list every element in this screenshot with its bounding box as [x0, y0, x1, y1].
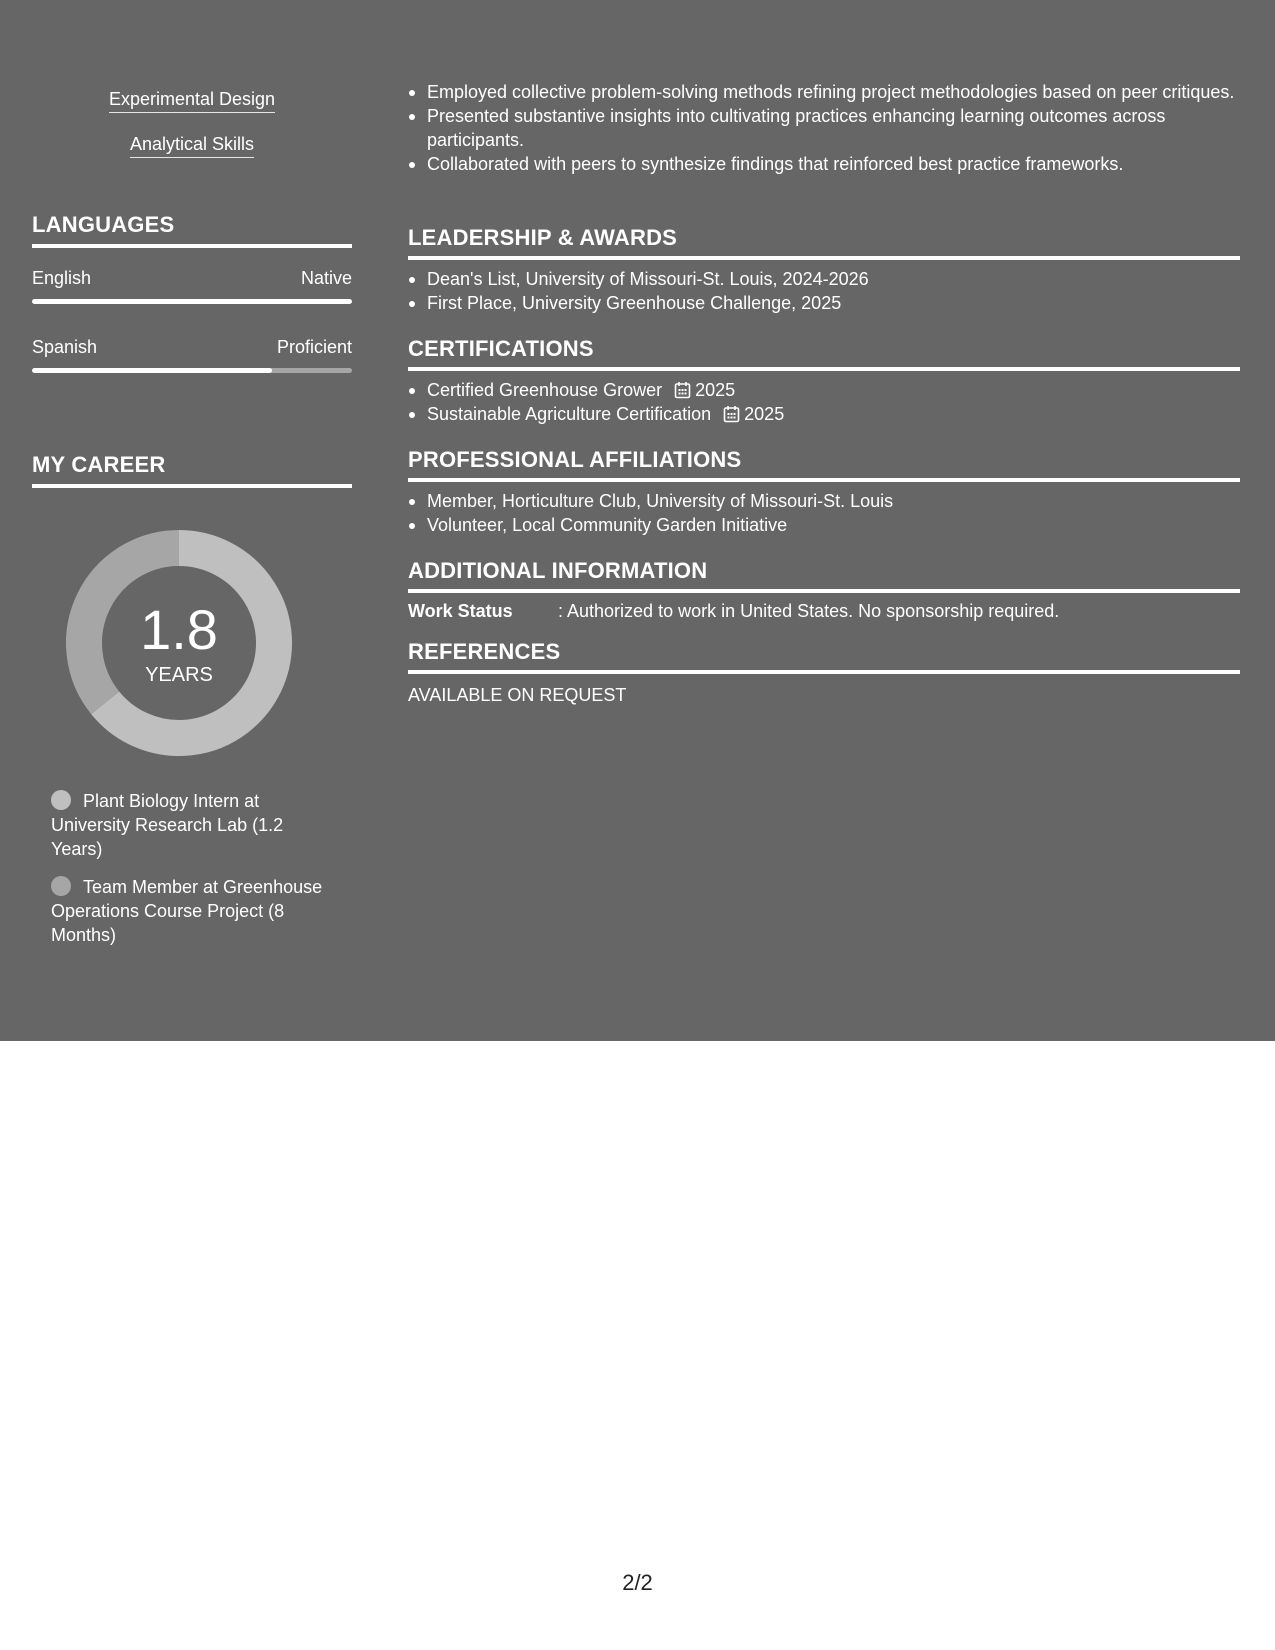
- experience-bullets: [408, 80, 1240, 176]
- career-item: Team Member at Greenhouse Operations Course Project (8 Months): [51, 877, 323, 945]
- list-item: Employed collective problem-solving methods refining project methodologies based on peer critiques.: [408, 80, 1240, 104]
- work-status-label: Work Status: [408, 601, 513, 621]
- language-name: English: [32, 268, 92, 288]
- page-number: 2/2: [622, 1570, 653, 1595]
- calendar-icon: [723, 405, 740, 423]
- language-fill: [32, 299, 352, 304]
- list-item: Dean's List, University of Missouri-St. Louis, 2024-2026: [408, 267, 1240, 291]
- languages-heading: LANGUAGES: [32, 212, 352, 248]
- list-item: First Place, University Greenhouse Challenge, 2025: [408, 291, 1240, 315]
- work-status-row: [408, 599, 1240, 623]
- list-item: Sustainable Agriculture Certification 2025: [408, 402, 1240, 426]
- references-heading: REFERENCES: [408, 639, 1240, 674]
- list-item: Certified Greenhouse Grower 2025: [408, 378, 1240, 402]
- language-bar-spanish: [32, 368, 352, 373]
- career-heading: MY CAREER: [32, 452, 352, 488]
- language-row-english: [32, 268, 352, 289]
- list-item: Volunteer, Local Community Garden Initiative: [408, 513, 1240, 537]
- certifications-heading: CERTIFICATIONS: [408, 336, 1240, 371]
- affiliations-list: [408, 489, 1240, 537]
- skill-analytical-skills[interactable]: Analytical Skills: [32, 133, 352, 158]
- language-level: Proficient: [276, 337, 352, 357]
- leadership-heading: LEADERSHIP & AWARDS: [408, 225, 1240, 260]
- leadership-list: [408, 267, 1240, 315]
- affiliations-heading: PROFESSIONAL AFFILIATIONS: [408, 447, 1240, 482]
- calendar-icon: [674, 381, 691, 399]
- certifications-list: [408, 378, 1240, 426]
- language-fill: [32, 368, 272, 373]
- skill-experimental-design[interactable]: Experimental Design: [32, 88, 352, 113]
- list-item: Member, Horticulture Club, University of Missouri-St. Louis: [408, 489, 1240, 513]
- language-level: Native: [300, 268, 352, 288]
- list-item: Collaborated with peers to synthesize findings that reinforced best practice frameworks.: [408, 152, 1240, 176]
- additional-info-heading: ADDITIONAL INFORMATION: [408, 558, 1240, 593]
- language-name: Spanish: [32, 337, 98, 357]
- list-item: Presented substantive insights into cultivating practices enhancing learning outcomes across participants.: [408, 104, 1240, 152]
- work-status-value: : Authorized to work in United States. No sponsorship required.: [558, 601, 1060, 621]
- language-bar-english: [32, 299, 352, 304]
- career-legend-dot: [51, 876, 71, 896]
- references-text: AVAILABLE ON REQUEST: [408, 685, 627, 705]
- career-item: Plant Biology Intern at University Research Lab (1.2 Years): [51, 791, 284, 859]
- career-total-years: 1.8: [140, 598, 218, 661]
- language-row-spanish: [32, 337, 352, 358]
- career-total-unit: YEARS: [145, 664, 213, 686]
- career-legend-dot: [51, 790, 71, 810]
